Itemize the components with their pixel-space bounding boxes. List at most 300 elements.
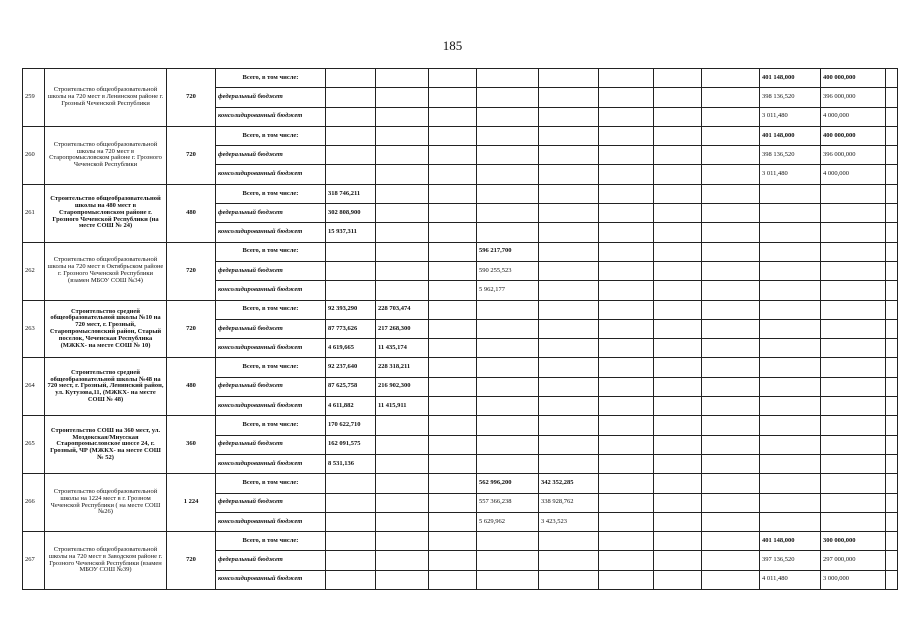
amount-cell [326,146,376,165]
amount-cell [821,300,886,319]
amount-cell [760,454,821,473]
amount-cell [760,319,821,338]
amount-cell [429,223,477,242]
funding-source: Всего, в том числе: [216,242,326,261]
amount-cell: 228 703,474 [376,300,429,319]
amount-cell: 87 773,626 [326,319,376,338]
amount-cell [760,339,821,358]
funding-source: консолидированный бюджет [216,223,326,242]
amount-cell [654,339,702,358]
amount-cell [429,570,477,589]
table-row [23,184,898,203]
row-number: 262 [23,242,45,300]
amount-cell [821,358,886,377]
amount-cell [539,435,599,454]
funding-source: федеральный бюджет [216,551,326,570]
amount-cell [477,146,539,165]
amount-cell: 87 625,758 [326,377,376,396]
amount-cell [326,474,376,493]
amount-cell [760,416,821,435]
amount-cell: 396 000,000 [821,146,886,165]
amount-cell [429,88,477,107]
amount-cell [702,242,760,261]
funding-source: федеральный бюджет [216,88,326,107]
amount-cell: 92 237,640 [326,358,376,377]
object-name: Строительство средней общеобразовательной школы №48 на 720 мест, г. Грозный, Ленинский район, ул. Кутузова,11, (МЖКХ- на месте СОШ № 48) [45,358,167,416]
amount-cell [376,493,429,512]
amount-cell [886,107,898,126]
amount-cell [376,126,429,145]
amount-cell: 4 611,882 [326,397,376,416]
amount-cell [760,300,821,319]
amount-cell [429,69,477,88]
amount-cell [599,107,654,126]
amount-cell [326,570,376,589]
amount-cell [477,551,539,570]
budget-table [22,68,898,590]
capacity-cell: 720 [167,242,216,300]
amount-cell [326,165,376,184]
amount-cell: 4 011,480 [760,570,821,589]
amount-cell [376,107,429,126]
amount-cell [477,397,539,416]
amount-cell [702,416,760,435]
amount-cell: 8 531,136 [326,454,376,473]
object-name: Строительство общеобразовательной школы на 720 мест в Октябрьском районе г. Грозного Чеченской Республики (взамен МБОУ СОШ №34) [45,242,167,300]
funding-source: Всего, в том числе: [216,358,326,377]
amount-cell: 596 217,700 [477,242,539,261]
amount-cell [429,184,477,203]
amount-cell [429,474,477,493]
amount-cell [599,570,654,589]
amount-cell [760,261,821,280]
amount-cell [821,319,886,338]
amount-cell: 3 011,480 [760,107,821,126]
amount-cell [539,358,599,377]
amount-cell [702,88,760,107]
amount-cell [654,300,702,319]
row-number: 260 [23,126,45,184]
table-row [23,358,898,377]
amount-cell [886,319,898,338]
amount-cell [886,223,898,242]
funding-source: Всего, в том числе: [216,416,326,435]
amount-cell [477,454,539,473]
amount-cell [539,146,599,165]
amount-cell [429,454,477,473]
amount-cell [886,551,898,570]
amount-cell: 397 136,520 [760,551,821,570]
amount-cell [599,300,654,319]
amount-cell [599,69,654,88]
capacity-cell: 720 [167,69,216,127]
amount-cell [702,261,760,280]
amount-cell [429,126,477,145]
amount-cell [654,184,702,203]
amount-cell: 400 000,000 [821,69,886,88]
amount-cell: 300 000,000 [821,532,886,551]
amount-cell [821,242,886,261]
amount-cell [326,532,376,551]
amount-cell [599,493,654,512]
amount-cell [599,435,654,454]
funding-source: федеральный бюджет [216,319,326,338]
amount-cell [702,184,760,203]
amount-cell [429,493,477,512]
funding-source: федеральный бюджет [216,146,326,165]
amount-cell: 401 148,000 [760,126,821,145]
capacity-cell: 360 [167,416,216,474]
amount-cell [477,88,539,107]
amount-cell: 92 393,290 [326,300,376,319]
amount-cell [821,512,886,531]
amount-cell [599,454,654,473]
amount-cell [702,493,760,512]
page-number: 185 [442,38,463,53]
amount-cell [326,107,376,126]
amount-cell [326,512,376,531]
table-row [23,242,898,261]
amount-cell [429,532,477,551]
amount-cell [376,281,429,300]
amount-cell [599,416,654,435]
amount-cell: 302 808,900 [326,204,376,223]
amount-cell [477,570,539,589]
amount-cell [429,551,477,570]
amount-cell [702,319,760,338]
amount-cell [599,512,654,531]
amount-cell [599,377,654,396]
funding-source: консолидированный бюджет [216,339,326,358]
amount-cell [599,358,654,377]
amount-cell [477,184,539,203]
amount-cell [654,242,702,261]
capacity-cell: 720 [167,126,216,184]
amount-cell [429,300,477,319]
funding-source: Всего, в том числе: [216,300,326,319]
amount-cell [821,377,886,396]
amount-cell [702,377,760,396]
amount-cell [654,416,702,435]
amount-cell: 297 000,000 [821,551,886,570]
amount-cell [821,416,886,435]
amount-cell [477,107,539,126]
amount-cell [886,532,898,551]
funding-source: Всего, в том числе: [216,126,326,145]
amount-cell [539,339,599,358]
object-name: Строительство общеобразовательной школы на 720 мест в Ленинском районе г. Грозный Чеченской Республики [45,69,167,127]
amount-cell [702,146,760,165]
amount-cell [599,339,654,358]
amount-cell: 562 996,200 [477,474,539,493]
amount-cell: 5 629,962 [477,512,539,531]
amount-cell [654,532,702,551]
amount-cell [376,204,429,223]
amount-cell [376,512,429,531]
amount-cell [760,435,821,454]
amount-cell [477,223,539,242]
amount-cell [539,223,599,242]
amount-cell [539,165,599,184]
amount-cell [539,88,599,107]
amount-cell: 4 619,665 [326,339,376,358]
amount-cell [886,184,898,203]
amount-cell: 398 136,520 [760,146,821,165]
amount-cell [477,377,539,396]
amount-cell [539,242,599,261]
amount-cell: 398 136,520 [760,88,821,107]
amount-cell [539,570,599,589]
amount-cell [376,165,429,184]
capacity-cell: 720 [167,532,216,590]
funding-source: Всего, в том числе: [216,184,326,203]
table-row [23,69,898,88]
amount-cell [599,165,654,184]
row-number: 263 [23,300,45,358]
capacity-cell: 720 [167,300,216,358]
amount-cell: 217 268,300 [376,319,429,338]
amount-cell [886,69,898,88]
amount-cell [821,184,886,203]
amount-cell [539,300,599,319]
funding-source: федеральный бюджет [216,377,326,396]
amount-cell [599,281,654,300]
amount-cell [702,454,760,473]
amount-cell [599,261,654,280]
funding-source: консолидированный бюджет [216,165,326,184]
amount-cell [326,281,376,300]
amount-cell [429,204,477,223]
amount-cell [760,397,821,416]
table-row [23,474,898,493]
amount-cell [599,204,654,223]
amount-cell [654,570,702,589]
amount-cell [886,165,898,184]
amount-cell [702,300,760,319]
amount-cell [760,377,821,396]
amount-cell [821,474,886,493]
amount-cell [654,454,702,473]
amount-cell [886,88,898,107]
amount-cell [376,532,429,551]
amount-cell [599,88,654,107]
amount-cell: 228 318,211 [376,358,429,377]
amount-cell: 318 746,211 [326,184,376,203]
amount-cell [821,339,886,358]
amount-cell [539,126,599,145]
amount-cell [886,358,898,377]
amount-cell [760,223,821,242]
amount-cell [376,416,429,435]
amount-cell: 5 962,177 [477,281,539,300]
amount-cell [654,126,702,145]
row-number: 265 [23,416,45,474]
amount-cell [429,242,477,261]
amount-cell [886,474,898,493]
amount-cell [429,339,477,358]
amount-cell [702,69,760,88]
amount-cell [760,184,821,203]
amount-cell [654,512,702,531]
amount-cell: 3 011,480 [760,165,821,184]
amount-cell: 3 423,523 [539,512,599,531]
amount-cell [429,165,477,184]
amount-cell [326,551,376,570]
amount-cell [326,493,376,512]
amount-cell [886,416,898,435]
amount-cell [702,512,760,531]
amount-cell: 557 366,238 [477,493,539,512]
amount-cell: 401 148,000 [760,69,821,88]
amount-cell [702,532,760,551]
amount-cell [477,339,539,358]
amount-cell: 4 000,000 [821,165,886,184]
amount-cell [599,223,654,242]
amount-cell [376,474,429,493]
amount-cell [654,204,702,223]
amount-cell [654,474,702,493]
amount-cell: 162 091,575 [326,435,376,454]
amount-cell [702,358,760,377]
amount-cell [886,281,898,300]
amount-cell [654,493,702,512]
amount-cell [821,397,886,416]
amount-cell [821,493,886,512]
funding-source: консолидированный бюджет [216,570,326,589]
amount-cell [654,397,702,416]
amount-cell [702,570,760,589]
amount-cell [654,223,702,242]
amount-cell [326,126,376,145]
amount-cell: 342 352,285 [539,474,599,493]
amount-cell [760,358,821,377]
amount-cell [760,204,821,223]
capacity-cell: 480 [167,184,216,242]
amount-cell [702,165,760,184]
amount-cell [599,397,654,416]
amount-cell [654,435,702,454]
amount-cell [760,493,821,512]
object-name: Строительство общеобразовательной школы на 720 мест в Заводском районе г. Грозного Чеченской Республики (взамен МБОУ СОШ №39) [45,532,167,590]
funding-source: Всего, в том числе: [216,69,326,88]
amount-cell [599,126,654,145]
amount-cell [821,435,886,454]
amount-cell [599,184,654,203]
amount-cell [886,377,898,396]
amount-cell [477,126,539,145]
amount-cell [429,512,477,531]
capacity-cell: 480 [167,358,216,416]
amount-cell [376,146,429,165]
amount-cell [821,281,886,300]
amount-cell [599,551,654,570]
table-row [23,532,898,551]
amount-cell [376,69,429,88]
amount-cell [654,377,702,396]
amount-cell [886,126,898,145]
amount-cell [654,69,702,88]
amount-cell [539,532,599,551]
amount-cell: 15 937,311 [326,223,376,242]
amount-cell [702,107,760,126]
amount-cell [376,223,429,242]
amount-cell [886,435,898,454]
amount-cell [760,242,821,261]
amount-cell [477,435,539,454]
amount-cell [539,204,599,223]
amount-cell [599,146,654,165]
amount-cell [477,358,539,377]
amount-cell [376,261,429,280]
object-name: Строительство общеобразовательной школы на 1224 мест в г. Грозном Чеченской Республики ( на месте СОШ №26) [45,474,167,532]
table-row [23,300,898,319]
amount-cell [760,512,821,531]
amount-cell [702,551,760,570]
amount-cell [654,146,702,165]
amount-cell: 170 622,710 [326,416,376,435]
amount-cell [654,88,702,107]
funding-source: федеральный бюджет [216,204,326,223]
row-number: 267 [23,532,45,590]
amount-cell [539,377,599,396]
funding-source: консолидированный бюджет [216,281,326,300]
amount-cell [702,435,760,454]
amount-cell [376,88,429,107]
amount-cell [654,358,702,377]
amount-cell [326,261,376,280]
amount-cell [429,397,477,416]
amount-cell [539,397,599,416]
amount-cell [429,146,477,165]
amount-cell [654,551,702,570]
amount-cell [654,319,702,338]
amount-cell [376,551,429,570]
amount-cell [599,319,654,338]
amount-cell [702,204,760,223]
amount-cell [429,281,477,300]
amount-cell [477,204,539,223]
amount-cell: 400 000,000 [821,126,886,145]
amount-cell [821,454,886,473]
row-number: 259 [23,69,45,127]
amount-cell [326,88,376,107]
amount-cell: 216 902,300 [376,377,429,396]
amount-cell [539,184,599,203]
amount-cell [429,435,477,454]
amount-cell: 338 928,762 [539,493,599,512]
amount-cell [376,184,429,203]
amount-cell [539,416,599,435]
amount-cell [599,242,654,261]
amount-cell [539,454,599,473]
object-name: Строительство общеобразовательной школы на 720 мест в Старопромысловском районе г. Грозного Чеченской Республики [45,126,167,184]
amount-cell [702,126,760,145]
amount-cell [477,319,539,338]
amount-cell [702,223,760,242]
funding-source: Всего, в том числе: [216,474,326,493]
funding-source: консолидированный бюджет [216,397,326,416]
amount-cell [760,281,821,300]
amount-cell [886,570,898,589]
object-name: Строительство общеобразовательной школы на 480 мест в Старопромысловском районе г. Грозного Чеченской Республики (на месте СОШ № 24) [45,184,167,242]
amount-cell: 401 148,000 [760,532,821,551]
row-number: 264 [23,358,45,416]
amount-cell: 3 000,000 [821,570,886,589]
amount-cell [599,532,654,551]
amount-cell [702,339,760,358]
amount-cell [477,416,539,435]
object-name: Строительство средней общеобразовательной школы №10 на 720 мест, г. Грозный, Старопромысловский район, Старый поселок, Чеченская Республика (МЖКХ- на месте СОШ № 10) [45,300,167,358]
